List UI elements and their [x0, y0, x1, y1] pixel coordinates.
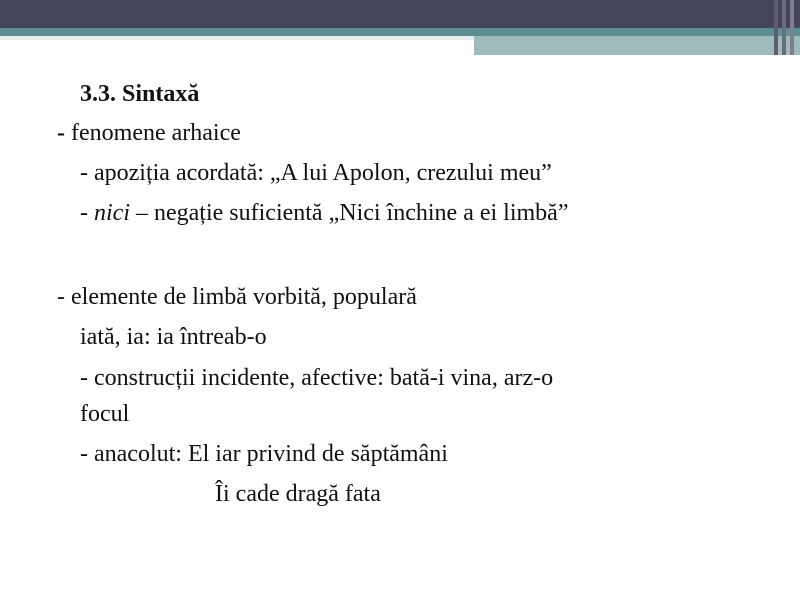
sub-bullet-anacoluthon-cont: Îi cade dragă fata	[215, 481, 381, 507]
sub-bullet-interjections: iată, ia: ia întreab-o	[80, 324, 267, 350]
bullet-marker: -	[57, 120, 65, 146]
slide-heading: 3.3. Sintaxă	[80, 81, 200, 107]
sub-bullet-incidental-line1: - construcții incidente, afective: bată-i vina, arz-o	[80, 365, 554, 391]
header-accent-teal	[0, 28, 800, 36]
sub-bullet-anacoluthon: - anacolut: El iar privind de săptămâni	[80, 441, 448, 467]
sub-bullet-rest: – negație suficientă „Nici închine a ei limbă”	[130, 200, 569, 226]
header-band	[0, 0, 800, 28]
header-accent-block	[474, 36, 800, 55]
corner-stripes	[774, 0, 800, 55]
header-accent-light	[0, 36, 474, 40]
sub-bullet-incidental-line2: focul	[80, 401, 130, 427]
bullet-text: fenomene arhaice	[65, 120, 241, 146]
sub-bullet-apposition: - apoziția acordată: „A lui Apolon, crezului meu”	[80, 160, 552, 186]
bullet-spoken-language: - elemente de limbă vorbită, populară	[57, 284, 417, 310]
bullet-archaic-phenomena	[57, 119, 241, 147]
italic-word: nici	[94, 200, 130, 226]
sub-bullet-prefix: -	[80, 200, 94, 226]
sub-bullet-negation	[80, 199, 568, 227]
